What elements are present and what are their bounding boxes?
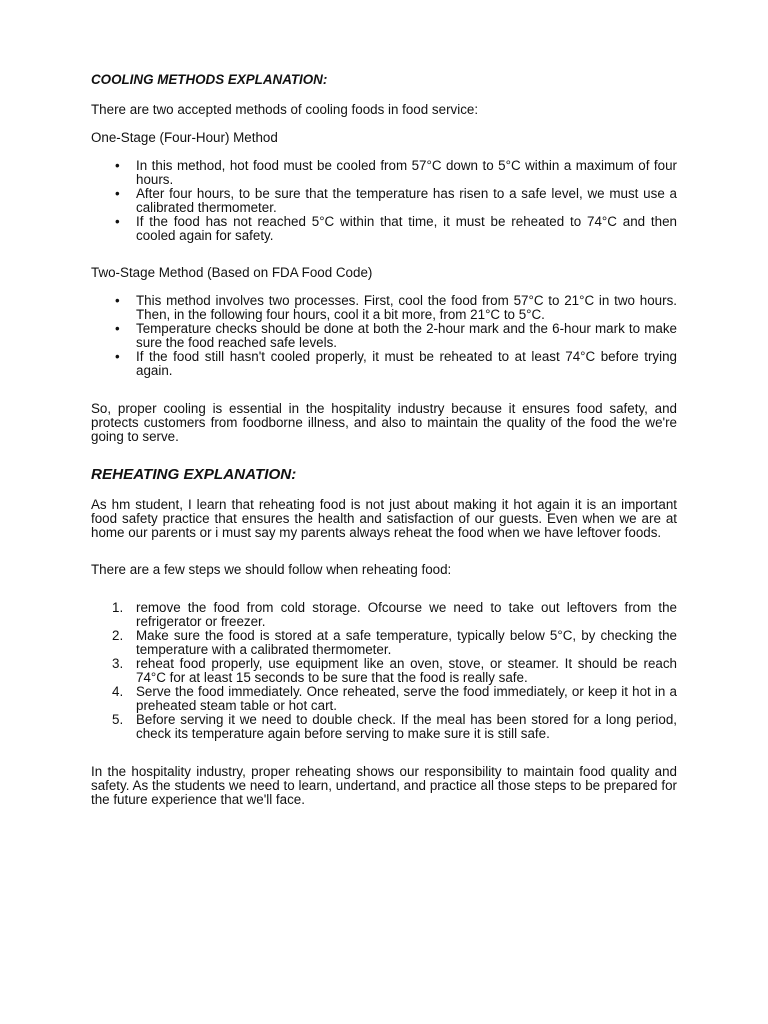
list-item: 1. remove the food from cold storage. Ofcourse we need to take out leftovers from the refrigerator or freezer.	[112, 600, 677, 629]
two-stage-title: Two-Stage Method (Based on FDA Food Code)	[91, 265, 373, 280]
document-page	[91, 70, 677, 807]
list-item: • This method involves two processes. First, cool the food from 57°C to 21°C in two hours. Then, in the following four hours, cool it a bit more, from 21°C to 5°C.	[115, 293, 677, 322]
list-item: 4. Serve the food immediately. Once reheated, serve the food immediately, or keep it hot in a preheated steam table or hot cart.	[112, 684, 677, 713]
reheating-heading: REHEATING EXPLANATION:	[91, 466, 297, 483]
reheating-steps-list	[91, 601, 677, 741]
step-number: 3.	[112, 656, 124, 671]
list-item: 2. Make sure the food is stored at a safe temperature, typically below 5°C, by checking the temperature with a calibrated thermometer.	[112, 628, 677, 657]
step-number: 2.	[112, 628, 124, 643]
list-item: • After four hours, to be sure that the temperature has risen to a safe level, we must use a calibrated thermometer.	[115, 186, 677, 215]
list-item: • If the food has not reached 5°C within that time, it must be reheated to 74°C and then cooled again for safety.	[115, 214, 677, 243]
list-item: 3. reheat food properly, use equipment like an oven, stove, or steamer. It should be reach 74°C for at least 15 seconds to be sure that the food is really safe.	[112, 656, 677, 685]
bullet-icon: •	[115, 214, 120, 229]
list-item: 5. Before serving it we need to double check. If the meal has been stored for a long period, check its temperature again before serving to make sure it is still safe.	[112, 712, 677, 741]
one-stage-list	[91, 159, 677, 243]
reheating-intro: As hm student, I learn that reheating food is not just about making it hot again it is an important food safety practice that ensures the health and satisfaction of our guests. Even when we are at home our parents or i must say my parents always reheat the food when we have leftover foods.	[91, 497, 677, 540]
list-item: • If the food still hasn't cooled properly, it must be reheated to at least 74°C before trying again.	[115, 349, 677, 378]
list-item: • Temperature checks should be done at both the 2-hour mark and the 6-hour mark to make sure the food reached safe levels.	[115, 321, 677, 350]
reheating-conclusion: In the hospitality industry, proper reheating shows our responsibility to maintain food quality and safety. As the students we need to learn, undertand, and practice all those steps to be prepared for the future experience that we'll face.	[91, 764, 677, 807]
bullet-icon: •	[115, 158, 120, 173]
step-number: 4.	[112, 684, 124, 699]
two-stage-list	[91, 294, 677, 378]
reheating-steps-intro: There are a few steps we should follow when reheating food:	[91, 562, 452, 577]
bullet-icon: •	[115, 186, 120, 201]
bullet-icon: •	[115, 321, 120, 336]
cooling-heading: COOLING METHODS EXPLANATION:	[91, 72, 328, 87]
cooling-intro: There are two accepted methods of cooling foods in food service:	[91, 102, 479, 117]
cooling-conclusion: So, proper cooling is essential in the hospitality industry because it ensures food safety, and protects customers from foodborne illness, and also to maintain the quality of the food the we're going to serve.	[91, 401, 677, 444]
bullet-icon: •	[115, 349, 120, 364]
step-number: 5.	[112, 712, 124, 727]
bullet-icon: •	[115, 293, 120, 308]
one-stage-title: One-Stage (Four-Hour) Method	[91, 130, 278, 145]
list-item: • In this method, hot food must be cooled from 57°C down to 5°C within a maximum of four hours.	[115, 158, 677, 187]
step-number: 1.	[112, 600, 124, 615]
